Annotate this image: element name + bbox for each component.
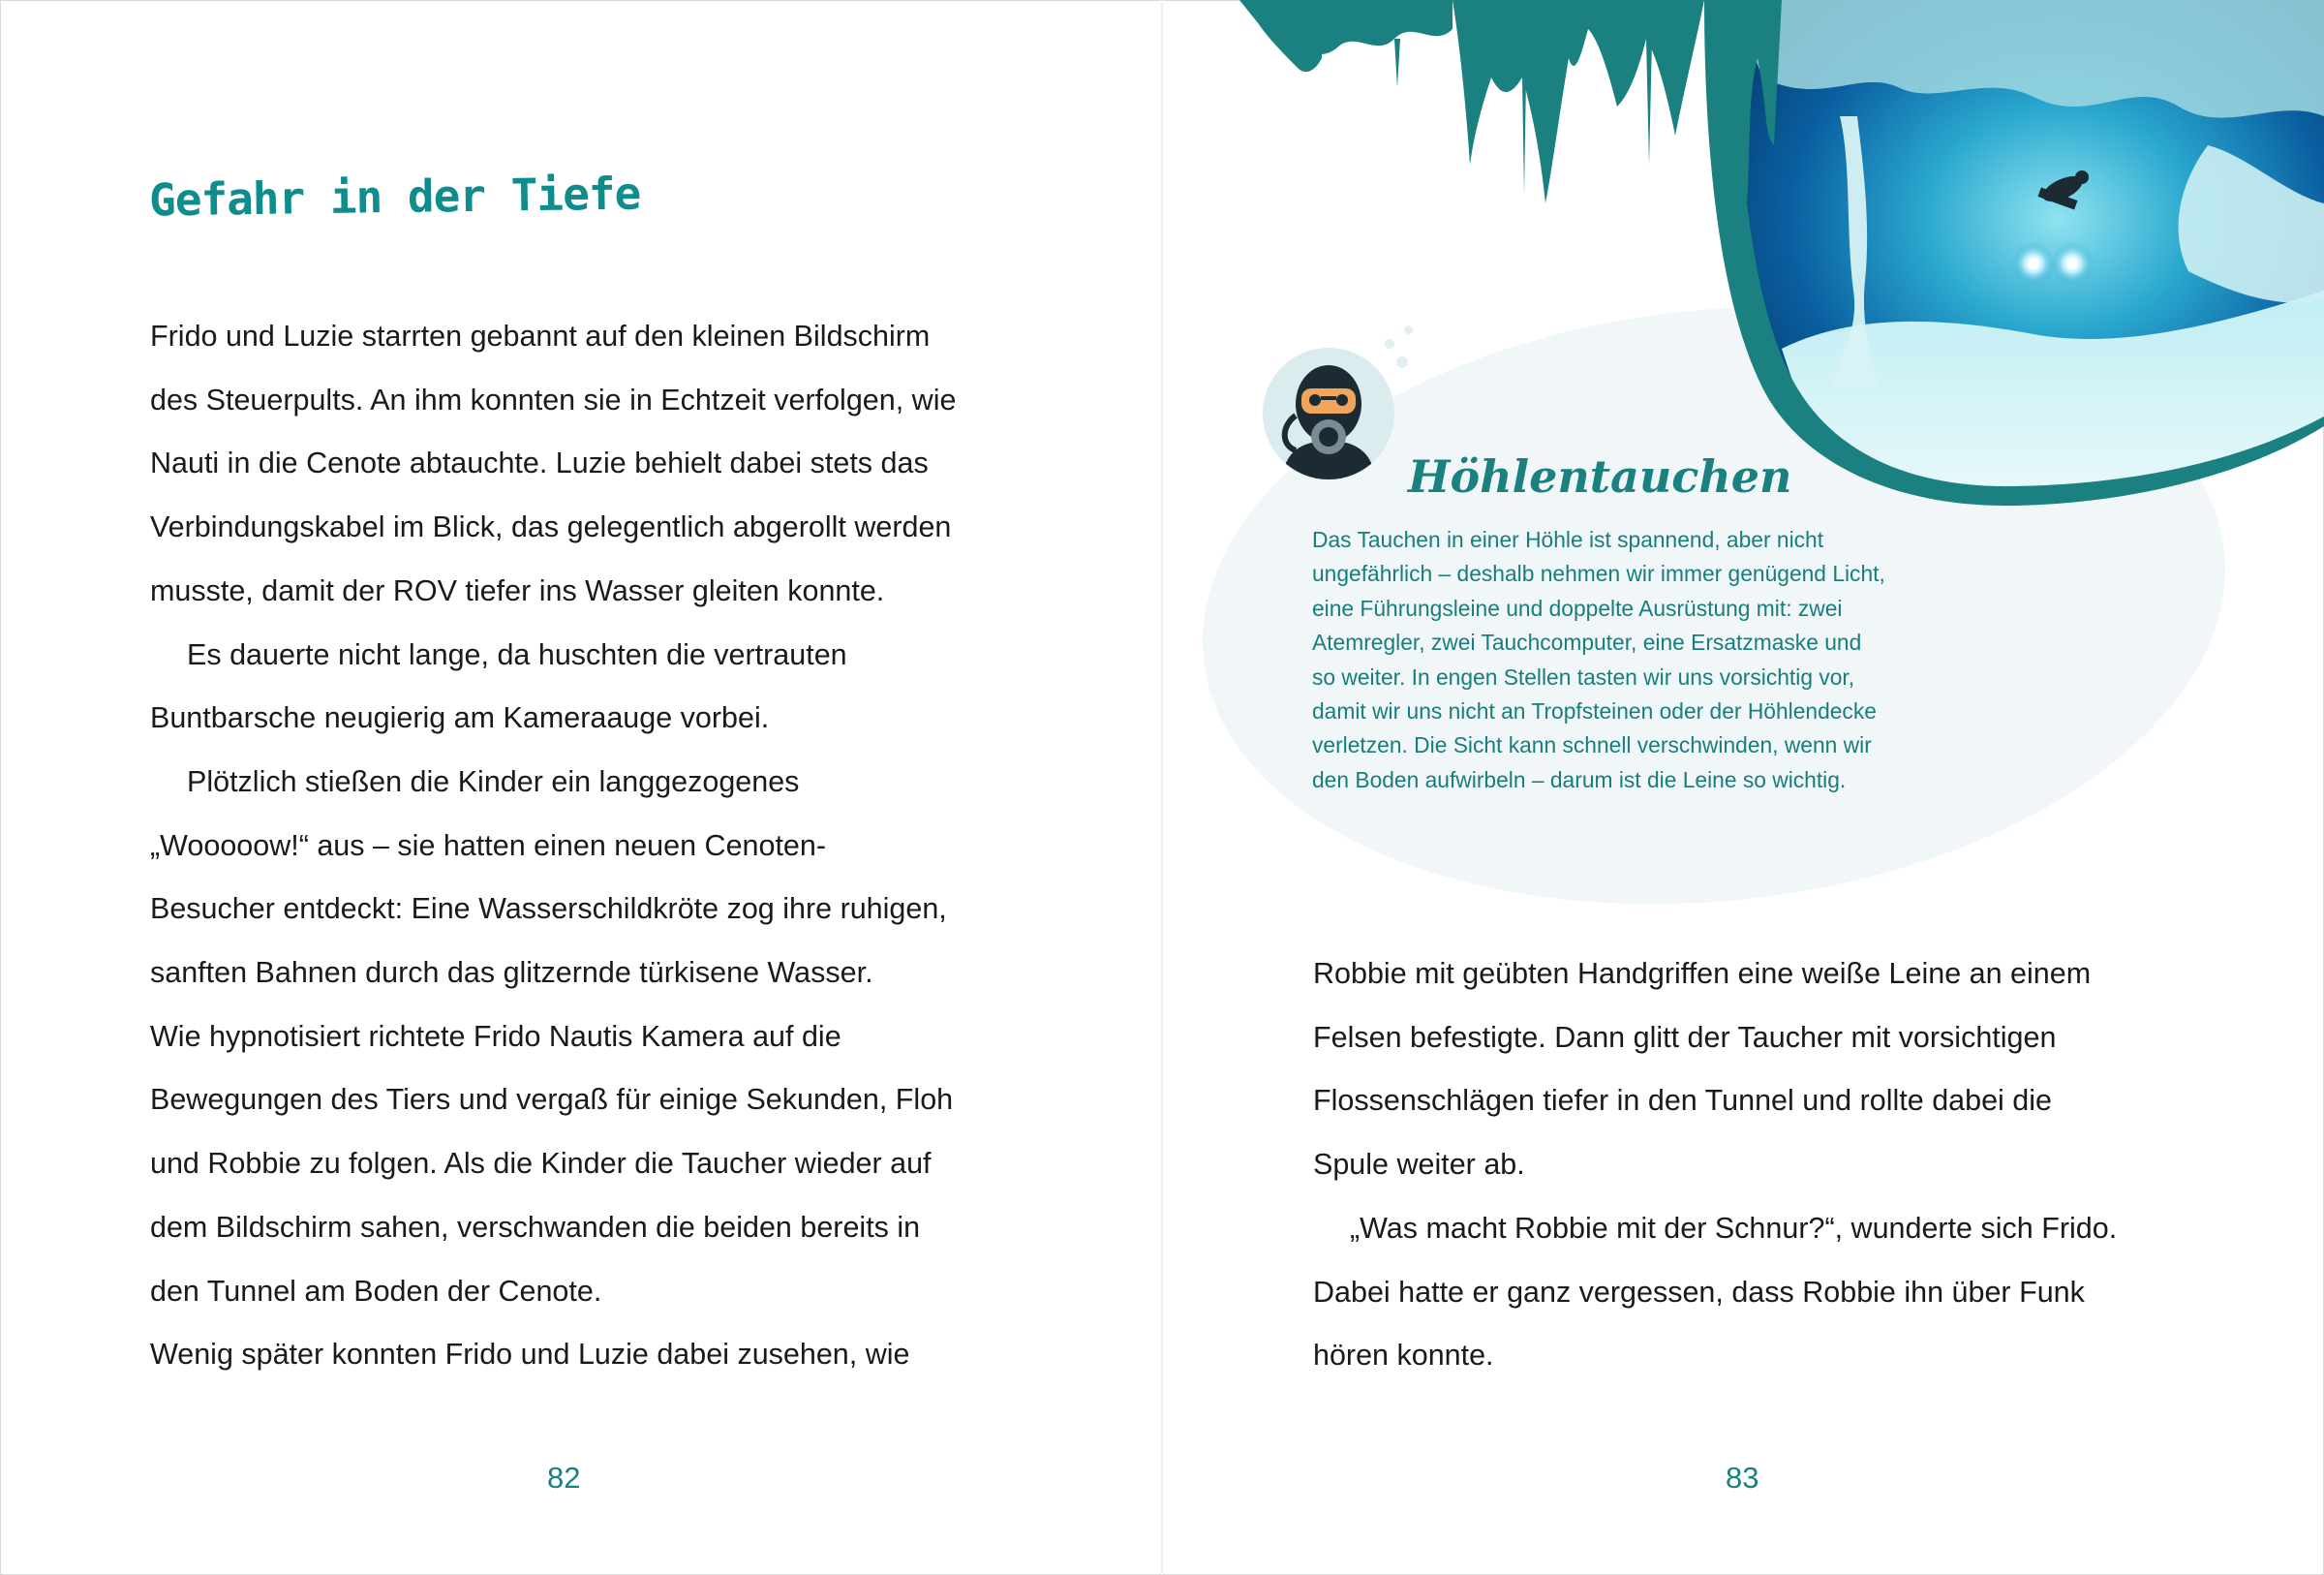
- text-line: dem Bildschirm sahen, verschwanden die beiden bereits in: [150, 1210, 921, 1244]
- info-line: verletzen. Die Sicht kann schnell verschwinden, wenn wir: [1312, 732, 1872, 758]
- text-line: Wenig später konnten Frido und Luzie dabei zusehen, wie: [150, 1338, 910, 1372]
- text-line: Spule weiter ab.: [1313, 1148, 1525, 1182]
- info-line: damit wir uns nicht an Tropfsteinen oder der Höhlendecke: [1312, 698, 1877, 725]
- text-line: Bewegungen des Tiers und vergaß für einige Sekunden, Floh: [150, 1083, 954, 1117]
- info-line: eine Führungsleine und doppelte Ausrüstung mit: zwei: [1312, 595, 1843, 621]
- text-line: Frido und Luzie starrten gebannt auf den kleinen Bildschirm: [150, 320, 931, 353]
- info-line: so weiter. In engen Stellen tasten wir uns vorsichtig vor,: [1312, 664, 1855, 690]
- text-line: hören konnte.: [1313, 1339, 1494, 1373]
- text-line: musste, damit der ROV tiefer ins Wasser gleiten konnte.: [150, 573, 885, 607]
- chapter-title: Gefahr in der Tiefe: [148, 167, 641, 227]
- info-box-title: Höhlentauchen: [1408, 450, 1792, 503]
- info-line: den Boden aufwirbeln – darum ist die Leine so wichtig.: [1312, 766, 1847, 792]
- page-number-right: 83: [1726, 1461, 1759, 1495]
- diver-avatar-icon: [1263, 348, 1394, 479]
- info-box-text: [1312, 523, 1990, 797]
- text-line: Besucher entdeckt: Eine Wasserschildkröte zog ihre ruhigen,: [150, 892, 947, 926]
- info-line: Atemregler, zwei Tauchcomputer, eine Ersatzmaske und: [1312, 630, 1862, 656]
- text-line: Dabei hatte er ganz vergessen, dass Robbie ihn über Funk: [1313, 1275, 2085, 1309]
- text-line: Nauti in die Cenote abtauchte. Luzie behielt dabei stets das: [150, 447, 929, 480]
- text-line: „Wooooow!“ aus – sie hatten einen neuen Cenoten-: [150, 828, 827, 862]
- info-line: ungefährlich – deshalb nehmen wir immer genügend Licht,: [1312, 561, 1885, 587]
- text-line: Flossenschlägen tiefer in den Tunnel und rollte dabei die: [1313, 1084, 2053, 1118]
- info-line: Das Tauchen in einer Höhle ist spannend, aber nicht: [1312, 527, 1824, 552]
- text-line: Es dauerte nicht lange, da huschten die vertrauten: [187, 637, 847, 671]
- text-line: Plötzlich stießen die Kinder ein langgezogenes: [187, 764, 800, 798]
- right-page-body: [1313, 942, 2243, 1388]
- text-line: „Was macht Robbie mit der Schnur?“, wunderte sich Frido.: [1350, 1211, 2118, 1245]
- right-page: [1162, 0, 2324, 1575]
- page-number-left: 82: [547, 1461, 581, 1495]
- text-line: des Steuerpults. An ihm konnten sie in Echtzeit verfolgen, wie: [150, 383, 957, 417]
- text-line: Wie hypnotisiert richtete Frido Nautis Kamera auf die: [150, 1019, 841, 1053]
- left-page-body: [150, 305, 1041, 1387]
- text-line: Buntbarsche neugierig am Kameraauge vorbei.: [150, 701, 770, 735]
- text-line: Robbie mit geübten Handgriffen eine weiße Leine an einem: [1313, 957, 2092, 990]
- text-line: den Tunnel am Boden der Cenote.: [150, 1274, 602, 1308]
- text-line: Felsen befestigte. Dann glitt der Taucher mit vorsichtigen: [1313, 1020, 2057, 1054]
- text-line: und Robbie zu folgen. Als die Kinder die Taucher wieder auf: [150, 1147, 932, 1181]
- text-line: Verbindungskabel im Blick, das gelegentlich abgerollt werden: [150, 510, 952, 544]
- text-line: sanften Bahnen durch das glitzernde türkisene Wasser.: [150, 956, 873, 990]
